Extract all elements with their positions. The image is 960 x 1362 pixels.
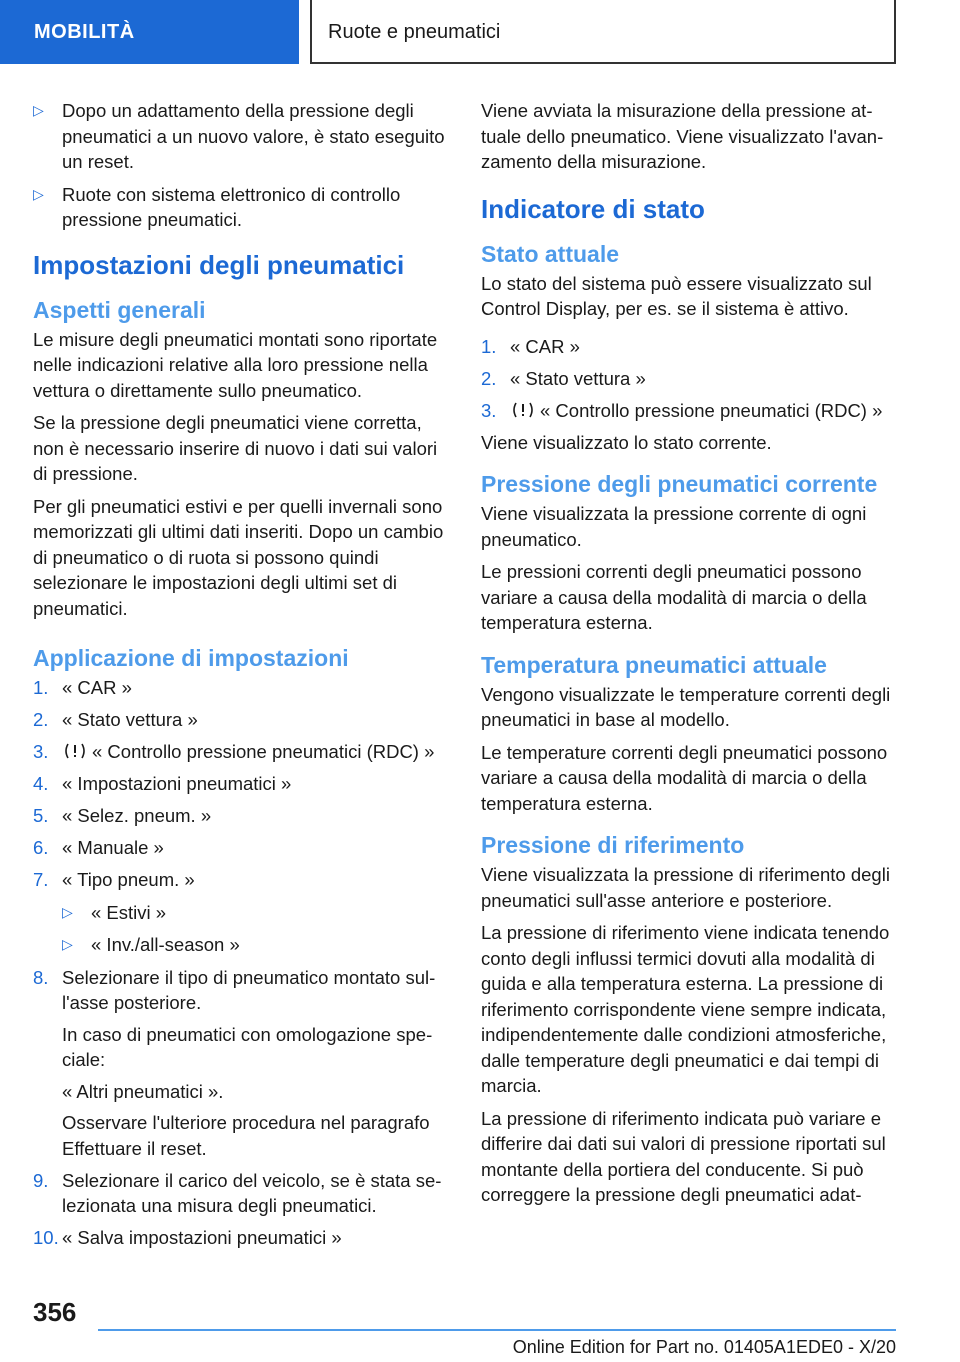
bullet-list-top xyxy=(33,98,448,233)
heading-tire-settings: Impostazioni degli pneumatici xyxy=(33,249,405,280)
paragraph: Per gli pneumatici estivi e per quelli invernali sono memorizzati gli ultimi dati inseriti. Dopo un cambio di pneumatico o di ruota si possono quindi selezionare le impostazioni degli ultimi set di pneumatici. xyxy=(33,495,444,619)
heading-general: Aspetti generali xyxy=(33,296,206,323)
steps-apply-settings xyxy=(33,675,448,1251)
paragraph: Lo stato del sistema può essere visualizzato sul Control Display, per es. se il sistema è attivo. xyxy=(481,272,872,319)
paragraph: Viene visualizzata la pressione di riferimento degli pneumatici sull'asse anteriore e posteriore. xyxy=(481,864,890,911)
bullet-item: ▷ Dopo un adattamento della pressione degli pneumatici a un nuovo valore, è stato eseguito un reset. xyxy=(33,100,445,172)
triangle-right-icon: ▷ xyxy=(33,102,44,118)
step-item: 5. « Selez. pneum. » xyxy=(33,805,212,826)
paragraph: Viene avviata la misurazione della pressione attuale dello pneumatico. Viene visualizzato l'avanzamento della misurazione. xyxy=(481,100,884,172)
heading-apply-settings: Applicazione di impostazioni xyxy=(33,645,349,671)
tire-pressure-warning-icon xyxy=(64,742,86,760)
step-item: 9. Selezionare il carico del veicolo, se è stata selezionata una misura degli pneumatici. xyxy=(33,1169,442,1216)
steps-current-status xyxy=(481,334,901,424)
step-item: 3. « Controllo pressione pneumatici (RDC) » xyxy=(481,399,883,421)
paragraph: Le temperature correnti degli pneumatici possono variare a causa della modalità di marcia o della temperatura esterna. xyxy=(481,741,888,814)
step-item: 1. « CAR » xyxy=(481,335,580,357)
heading-current-pressure: Pressione degli pneumatici corrente xyxy=(481,471,878,497)
chapter-title: Ruote e pneumatici xyxy=(310,0,896,64)
left-column xyxy=(33,98,448,1257)
step-item: 4. « Impostazioni pneumatici » xyxy=(33,773,292,794)
paragraph: Viene visualizzato lo stato corrente. xyxy=(481,431,772,453)
step-item: 2. « Stato vettura » xyxy=(33,709,198,730)
step-item: 2. « Stato vettura » xyxy=(481,367,646,389)
heading-current-temperature: Temperatura pneumatici attuale xyxy=(481,651,827,678)
bullet-item: ▷ Ruote con sistema elettronico di controllo pressione pneumatici. xyxy=(33,183,401,230)
bullet-item: ▷ « Inv./all-season » xyxy=(62,932,448,958)
paragraph: Se la pressione degli pneumatici viene corretta, non è necessario inserire di nuovo i dati sui valori di pressione. xyxy=(33,412,438,484)
heading-reference-pressure: Pressione di riferimento xyxy=(481,832,745,858)
section-tab: MOBILITÀ xyxy=(0,0,299,64)
triangle-right-icon: ▷ xyxy=(62,936,73,952)
step-item: 6. « Manuale » xyxy=(33,837,164,858)
paragraph: Vengono visualizzate le temperature correnti degli pneumatici in base al modello. xyxy=(481,683,891,730)
right-column xyxy=(481,98,901,1215)
heading-current-status: Stato attuale xyxy=(481,240,620,267)
step-item: 7. « Tipo pneum. » ▷ « Estivi » ▷ « Inv./all-season » xyxy=(33,867,448,958)
step-item: 3. « Controllo pressione pneumatici (RDC) » xyxy=(33,741,435,762)
bullet-item: ▷ « Estivi » xyxy=(62,900,448,926)
tire-pressure-warning-icon xyxy=(512,401,534,419)
paragraph: Le misure degli pneumatici montati sono riportate nelle indicazioni relative alla loro pressione nella vettura o direttamente sullo pneumatico. xyxy=(33,328,438,401)
heading-status-indicator: Indicatore di stato xyxy=(481,193,705,224)
triangle-right-icon: ▷ xyxy=(62,903,73,920)
page-number: 356 xyxy=(33,1297,77,1327)
tire-type-options xyxy=(62,900,448,958)
footer-divider xyxy=(98,1329,896,1331)
paragraph: Le pressioni correnti degli pneumatici possono variare a causa della modalità di marcia o della temperatura esterna. xyxy=(481,561,867,633)
step-item: 10. « Salva impostazioni pneumatici » xyxy=(33,1227,342,1248)
paragraph: Viene visualizzata la pressione corrente di ogni pneumatico. xyxy=(481,503,867,550)
step-item: 8. Selezionare il tipo di pneumatico montato sull'asse posteriore. In caso di pneumatici con omologazione speciale: « Altri pneumatici ». Osservare l'ulteriore procedura nel paragrafo Effettuare il reset. xyxy=(33,966,436,1159)
paragraph: La pressione di riferimento indicata può variare e differire dai dati sui valori di pressione riportati sul montante della portiera del conducente. Si può correggere la pressione degli pneumatici adat- xyxy=(481,1107,886,1205)
step-item: 1. « CAR » xyxy=(33,677,132,698)
paragraph: La pressione di riferimento viene indicata tenendo conto degli influssi termici dovuti alla modalità di guida e alla temperatura esterna. La pressione di riferimento corrispondente viene sempre indicata, indipendentemente dalle condizioni atmosferiche, dalle temperature degli pneumatici e dai tempi di marcia. xyxy=(481,922,890,1096)
footer-edition: Online Edition for Part no. 01405A1EDE0 - X/20 xyxy=(512,1337,896,1357)
triangle-right-icon: ▷ xyxy=(33,185,44,202)
